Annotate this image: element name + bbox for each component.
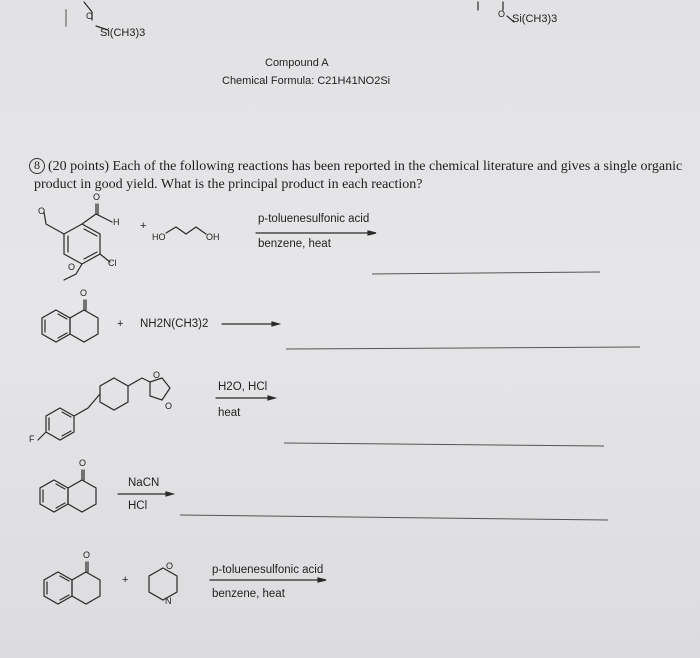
top-right-structure-fragment [478,2,514,22]
reaction4-arrow [118,492,173,496]
answer-line-2 [286,347,640,349]
r5-carbonyl-o: O [83,550,91,560]
r1-methoxy-o-top: O [38,206,46,216]
r1-chloro-label: Cl [108,258,117,268]
question-number: 8 [34,158,40,172]
reaction4-decalone-structure [40,470,96,512]
reaction1-diol-reagent [166,227,206,234]
top-left-trimethylsilyl-label: Si(CH3)3 [100,27,146,39]
reaction1-arrow [256,231,376,235]
question-line-2: product in good yield. What is the principal product in each reaction? [34,177,423,192]
reaction2-arrow [222,322,279,326]
r3-condition-above: H2O, HCl [218,381,268,393]
r2-plus-sign: + [117,318,124,330]
reaction2-decalone-structure [42,300,98,342]
r5-condition-above: p-toluenesulfonic acid [212,564,324,576]
r1-methoxy-o-bottom: O [68,262,76,272]
reaction5-decalone-structure [44,562,100,604]
r3-acetal-o-1: O [153,370,161,380]
r1-condition-above: p-toluenesulfonic acid [258,213,370,225]
question-line-1: (20 points) Each of the following reactions has been reported in the chemical literature and gives a single organic [48,159,683,174]
r3-fluoro-label: F [29,434,35,444]
reaction5-morpholine-structure [149,568,177,600]
reaction3-acetal-structure [38,378,173,440]
top-right-o-label: O [498,9,506,19]
r2-carbonyl-o: O [80,288,88,298]
r5-condition-below: benzene, heat [212,588,285,600]
r5-morpholine-n: N [165,596,172,606]
r4-carbonyl-o: O [79,458,87,468]
reaction3-arrow [216,396,275,400]
r5-morpholine-o: O [166,561,174,571]
top-right-trimethylsilyl-label: Si(CH3)3 [512,13,558,25]
r4-condition-above: NaCN [128,477,160,489]
r4-condition-below: HCl [128,500,148,512]
r1-aldehyde-h: H [113,217,120,227]
reaction5-arrow [210,578,326,582]
r2-reagent: NH2N(CH3)2 [140,318,209,330]
top-left-o-label: O [86,11,94,21]
r1-condition-below: benzene, heat [258,238,331,250]
r1-plus-sign: + [140,220,147,232]
compound-title: Compound A [265,57,329,69]
r1-diol-ho: HO [152,232,166,242]
r3-acetal-o-2: O [165,401,173,411]
chemical-formula: Chemical Formula: C21H41NO2Si [222,75,391,87]
answer-lines [180,272,640,520]
answer-line-4 [180,515,608,520]
answer-line-1 [372,272,600,274]
reaction1-aldehyde-structure [44,204,112,280]
r1-diol-oh: OH [206,232,220,242]
r5-plus-sign: + [122,574,129,586]
r1-carbonyl-o: O [93,192,101,202]
answer-line-3 [284,443,604,446]
r3-condition-below: heat [218,407,241,419]
